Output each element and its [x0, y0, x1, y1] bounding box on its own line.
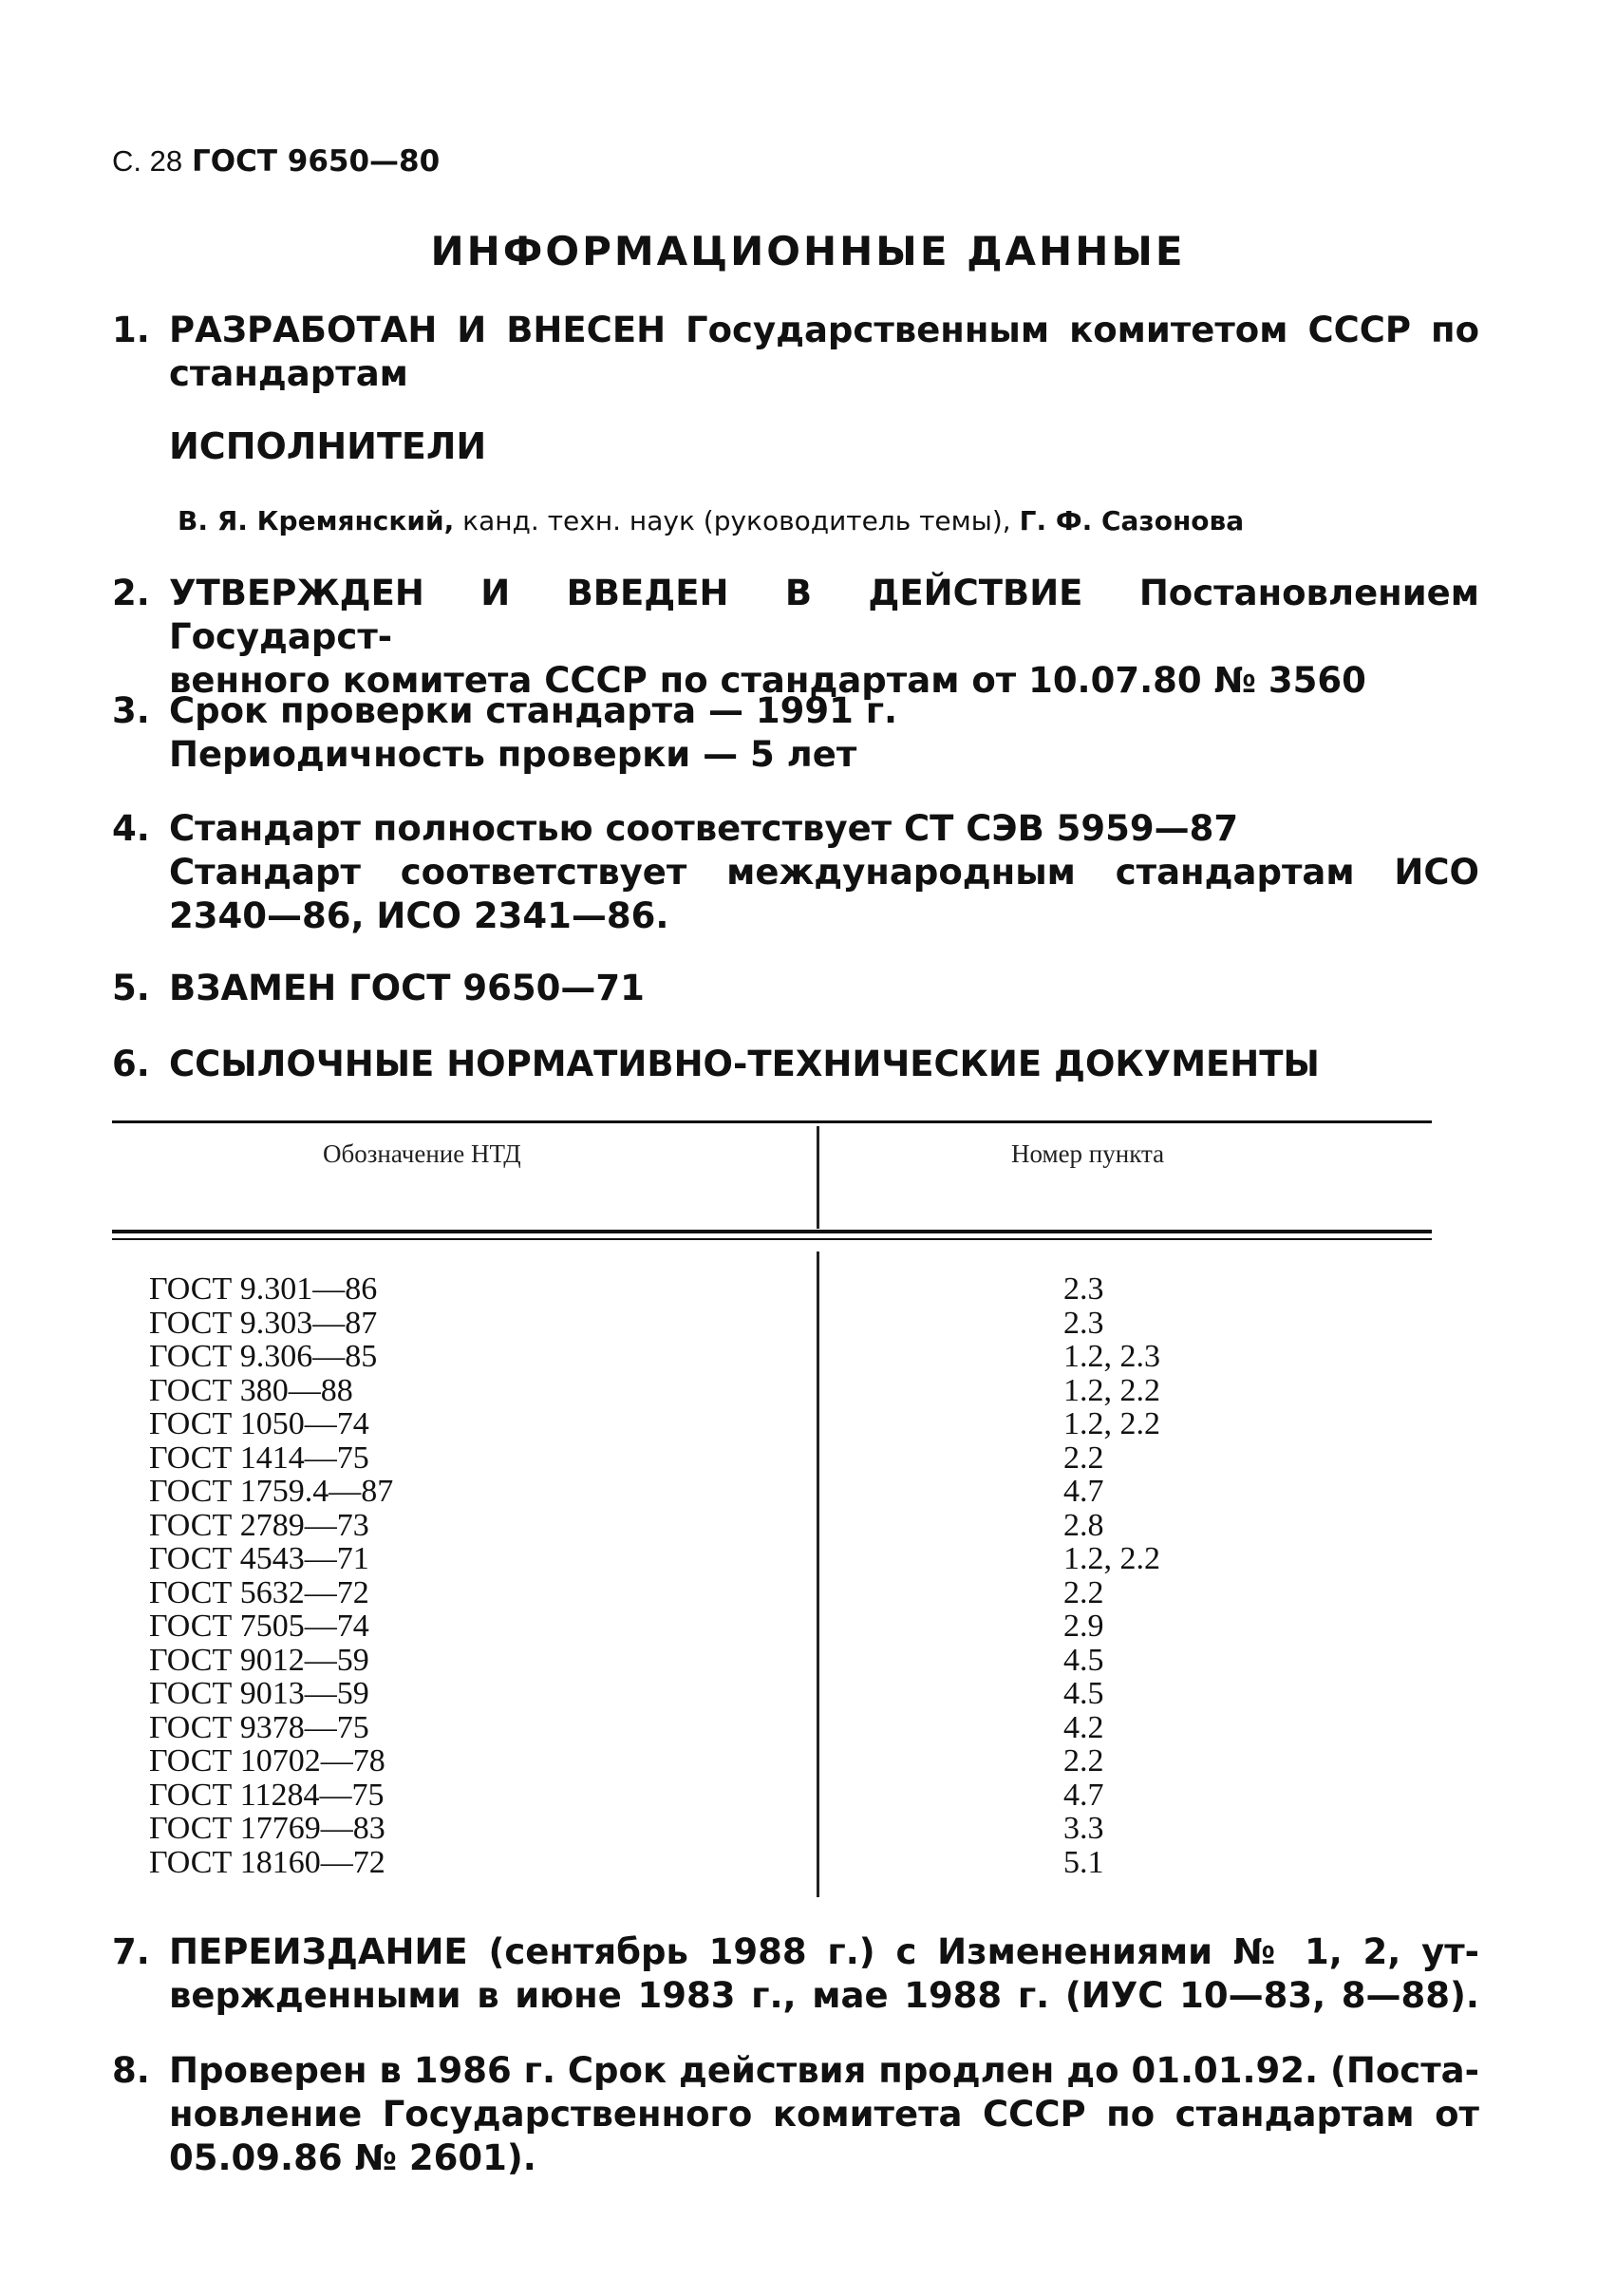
table-cell-designation: ГОСТ 17769—83 [149, 1811, 385, 1846]
table-cell-clause: 2.9 [1063, 1609, 1104, 1644]
table-cell-clause: 1.2, 2.2 [1063, 1372, 1160, 1408]
item-6 [112, 1043, 1479, 1086]
table-cell-designation: ГОСТ 1759.4—87 [149, 1474, 394, 1509]
executor-role: канд. техн. наук (руководитель темы), [454, 505, 1020, 536]
table-cell-designation: ГОСТ 1414—75 [149, 1440, 369, 1476]
executor-name: Г. Ф. Сазонова [1019, 505, 1245, 536]
item-2-line-1: УТВЕРЖДЕН И ВВЕДЕН В ДЕЙСТВИЕ Постановлением Государст- [169, 573, 1479, 657]
table-header-rule [112, 1230, 1432, 1233]
item-7-line-2: вержденными в июне 1983 г., мае 1988 г. (ИУС 10—83, 8—88). [169, 1975, 1479, 2016]
item-8 [112, 2049, 1479, 2180]
item-5 [112, 967, 1479, 1010]
executors-heading: ИСПОЛНИТЕЛИ [169, 425, 487, 467]
item-2-line-2: венного комитета СССР по стандартам от 10.07.80 № 3560 [169, 660, 1366, 701]
table-body-divider [817, 1252, 819, 1897]
table-cell-designation: ГОСТ 9.303—87 [149, 1305, 378, 1341]
table-cell-clause: 4.5 [1063, 1676, 1104, 1711]
table-column-designation [149, 1272, 393, 1879]
table-cell-clause: 4.2 [1063, 1709, 1104, 1745]
item-number: 2. [112, 573, 150, 613]
item-number: 5. [112, 968, 150, 1008]
table-header-clause: Номер пункта [1011, 1139, 1165, 1168]
table-cell-designation: ГОСТ 11284—75 [149, 1777, 385, 1813]
item-4-line-3: 2340—86, ИСО 2341—86. [169, 895, 669, 936]
table-cell-clause: 4.7 [1063, 1777, 1104, 1813]
item-number: 1. [112, 310, 150, 350]
table-cell-designation: ГОСТ 18160—72 [149, 1844, 385, 1880]
item-8-line-3: 05.09.86 № 2601). [169, 2137, 536, 2178]
table-cell-clause: 2.8 [1063, 1507, 1104, 1543]
table-cell-clause: 2.3 [1063, 1305, 1104, 1341]
table-header-rule-thin [112, 1238, 1432, 1240]
table-cell-designation: ГОСТ 9013—59 [149, 1676, 369, 1711]
table-cell-designation: ГОСТ 10702—78 [149, 1743, 385, 1778]
table-cell-clause: 2.2 [1063, 1743, 1104, 1778]
item-8-line-2: новление Государственного комитета СССР по стандартам от [169, 2094, 1479, 2135]
table-cell-clause: 2.3 [1063, 1271, 1104, 1307]
item-1-line-2: стандартам [169, 353, 408, 394]
table-cell-clause: 1.2, 2.3 [1063, 1339, 1160, 1374]
item-3-line-1: Срок проверки стандарта — 1991 г. [169, 690, 898, 731]
executors-list [178, 505, 1244, 536]
table-cell-designation: ГОСТ 9378—75 [149, 1709, 369, 1745]
item-8-line-1: Проверен в 1986 г. Срок действия продлен до 01.01.92. (Поста- [169, 2050, 1479, 2091]
item-5-line-1: ВЗАМЕН ГОСТ 9650—71 [169, 968, 645, 1008]
item-7-line-1: ПЕРЕИЗДАНИЕ (сентябрь 1988 г.) с Изменениями № 1, 2, ут- [169, 1931, 1479, 1972]
table-cell-clause: 5.1 [1063, 1844, 1104, 1880]
item-4-line-2: Стандарт соответствует международным стандартам ИСО [169, 852, 1479, 893]
item-1 [112, 309, 1479, 396]
item-number: 3. [112, 690, 150, 731]
table-cell-designation: ГОСТ 9012—59 [149, 1642, 369, 1678]
table-cell-clause: 3.3 [1063, 1811, 1104, 1846]
item-6-line-1: ССЫЛОЧНЫЕ НОРМАТИВНО-ТЕХНИЧЕСКИЕ ДОКУМЕНТЫ [169, 1044, 1320, 1084]
page-title: ИНФОРМАЦИОННЫЕ ДАННЫЕ [430, 228, 1186, 274]
item-3-line-2: Периодичность проверки — 5 лет [169, 734, 857, 775]
table-header-designation: Обозначение НТД [323, 1139, 521, 1168]
table-cell-clause: 2.2 [1063, 1440, 1104, 1476]
table-cell-clause: 1.2, 2.2 [1063, 1406, 1160, 1441]
table-cell-designation: ГОСТ 9.301—86 [149, 1271, 378, 1307]
table-cell-designation: ГОСТ 4543—71 [149, 1541, 369, 1576]
item-number: 8. [112, 2050, 150, 2091]
table-column-clause [1063, 1272, 1160, 1879]
table-cell-designation: ГОСТ 9.306—85 [149, 1339, 378, 1374]
table-cell-clause: 2.2 [1063, 1574, 1104, 1610]
standard-code: ГОСТ 9650—80 [191, 144, 441, 179]
item-7 [112, 1930, 1479, 2018]
table-header-divider [817, 1126, 819, 1229]
item-3 [112, 689, 1479, 777]
executor-name: В. Я. Кремянский, [178, 505, 455, 536]
table-cell-designation: ГОСТ 7505—74 [149, 1609, 369, 1644]
table-cell-designation: ГОСТ 380—88 [149, 1372, 353, 1408]
item-number: 6. [112, 1044, 150, 1084]
table-cell-designation: ГОСТ 5632—72 [149, 1574, 369, 1610]
item-4-line-1: Стандарт полностью соответствует СТ СЭВ 5959—87 [169, 808, 1239, 849]
table-cell-designation: ГОСТ 1050—74 [149, 1406, 369, 1441]
table-cell-designation: ГОСТ 2789—73 [149, 1507, 369, 1543]
table-cell-clause: 4.5 [1063, 1642, 1104, 1678]
page-number: С. 28 [112, 144, 183, 178]
table-top-rule [112, 1120, 1432, 1123]
item-1-line-1: РАЗРАБОТАН И ВНЕСЕН Государственным комитетом СССР по [169, 310, 1479, 350]
item-4 [112, 807, 1479, 938]
table-cell-clause: 1.2, 2.2 [1063, 1541, 1160, 1576]
page-header [112, 144, 440, 179]
item-number: 4. [112, 808, 150, 849]
item-2 [112, 572, 1479, 703]
table-cell-clause: 4.7 [1063, 1474, 1104, 1509]
item-number: 7. [112, 1931, 150, 1972]
